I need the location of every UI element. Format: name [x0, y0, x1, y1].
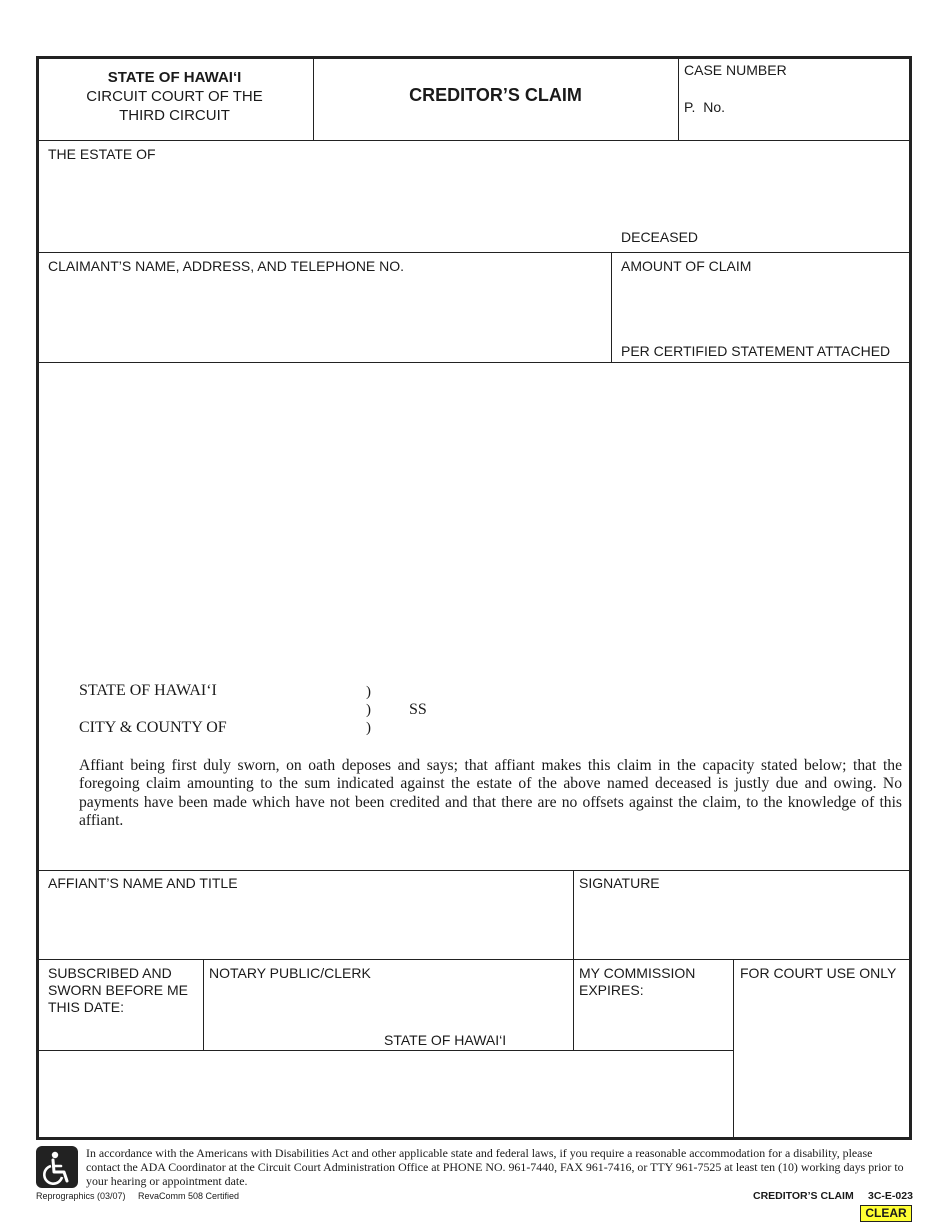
revacomm-label: RevaComm 508 Certified	[138, 1191, 240, 1201]
clear-button[interactable]: CLEAR	[860, 1205, 912, 1222]
deceased-label: DECEASED	[621, 229, 699, 245]
paren-3: )	[366, 720, 371, 736]
amount-input[interactable]	[621, 280, 907, 336]
estate-name-input[interactable]	[48, 166, 908, 226]
affidavit-text: Affiant being first duly sworn, on oath deposes and says; that affiant makes this claim in the capacity stated below; that the foregoing claim amounting to the sum indicated against the estate of the above named deceased is justly due and owing. No payments have been made which have not been credited and that there are no offsets against the claim, to the knowledge of this affiant.	[79, 757, 902, 830]
notary-input[interactable]	[209, 986, 567, 1026]
ss-label: SS	[409, 701, 427, 718]
divider	[36, 140, 912, 141]
subscribed-label	[48, 965, 188, 1016]
amount-of-claim-label: AMOUNT OF CLAIM	[621, 258, 752, 274]
claimant-input[interactable]	[48, 278, 604, 358]
divider	[36, 362, 912, 363]
paren-2: )	[366, 702, 371, 718]
divider	[36, 1050, 734, 1051]
commission-line-1: MY COMMISSION	[579, 965, 696, 981]
divider	[36, 252, 912, 253]
sworn-date-input[interactable]	[48, 1018, 198, 1044]
court-line-2: THIRD CIRCUIT	[119, 107, 230, 124]
ada-notice: In accordance with the Americans with Disabilities Act and other applicable state and federal laws, if you require a reasonable accommodation for a disability, please contact the ADA Coordinator at the Circuit Court Administration Office at PHONE NO. 961-7440, FAX 961-7416, or TTY 961-7525 at least ten (10) working days prior to your hearing or appointment date.	[86, 1146, 904, 1189]
commission-line-2: EXPIRES:	[579, 982, 644, 998]
court-heading	[36, 68, 313, 125]
signature-label: SIGNATURE	[579, 875, 660, 891]
state-heading: STATE OF HAWAI‘I	[107, 69, 242, 86]
commission-label	[579, 965, 695, 999]
divider	[678, 56, 679, 140]
wheelchair-icon	[36, 1146, 78, 1188]
per-certified-label: PER CERTIFIED STATEMENT ATTACHED	[621, 343, 891, 359]
subscribed-line-2: SWORN BEFORE ME	[48, 982, 189, 998]
form-title: CREDITOR’S CLAIM	[409, 85, 582, 105]
paren-1: )	[366, 684, 371, 700]
reprographics-label: Reprographics (03/07)	[36, 1191, 126, 1201]
commission-expires-input[interactable]	[579, 1002, 727, 1026]
divider	[36, 870, 912, 871]
subscribed-line-1: SUBSCRIBED AND	[48, 965, 172, 981]
footer-form-number: 3C-E-023	[868, 1190, 913, 1202]
county-input[interactable]	[240, 716, 360, 736]
court-use-label: FOR COURT USE ONLY	[740, 965, 897, 981]
footer-form-name: CREDITOR’S CLAIM	[753, 1190, 854, 1202]
subscribed-line-3: THIS DATE:	[48, 999, 124, 1015]
claimant-label: CLAIMANT’S NAME, ADDRESS, AND TELEPHONE NO.	[48, 258, 405, 274]
venue-state-label: STATE OF HAWAI‘I	[79, 682, 217, 699]
notary-state-label: STATE OF HAWAI‘I	[384, 1032, 507, 1048]
affiant-name-input[interactable]	[48, 896, 566, 952]
accessibility-icon	[36, 1146, 78, 1188]
venue-county-label: CITY & COUNTY OF	[79, 719, 227, 736]
claim-details-input[interactable]	[44, 368, 906, 668]
court-line-1: CIRCUIT COURT OF THE	[86, 88, 263, 105]
p-no-input[interactable]	[740, 96, 908, 118]
affiant-name-label: AFFIANT’S NAME AND TITLE	[48, 875, 238, 891]
p-no-label: P. No.	[684, 99, 725, 115]
divider	[573, 870, 574, 1051]
estate-of-label: THE ESTATE OF	[48, 146, 156, 162]
divider	[611, 252, 612, 362]
divider	[203, 959, 204, 1051]
notary-label: NOTARY PUBLIC/CLERK	[209, 965, 371, 981]
divider	[36, 959, 912, 960]
case-number-label: CASE NUMBER	[684, 62, 787, 78]
